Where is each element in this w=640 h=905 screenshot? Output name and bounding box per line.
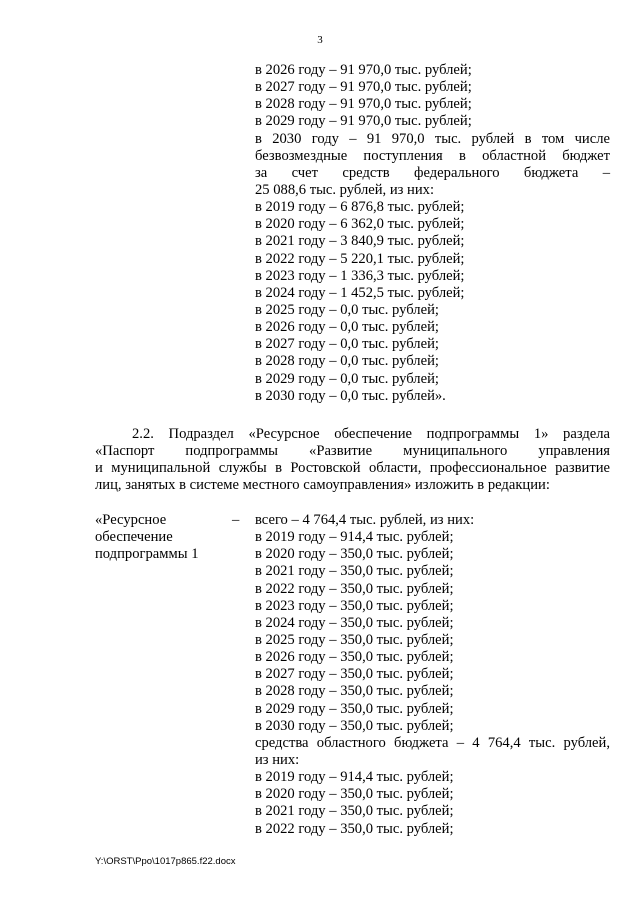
text-line: в 2019 году – 914,4 тыс. рублей; <box>255 529 454 546</box>
paragraph-line: «Паспорт подпрограммы «Развитие муниципального управления <box>95 443 610 460</box>
page-number: 3 <box>317 34 323 46</box>
label-dash: – <box>232 512 240 528</box>
text-line: в 2026 году – 91 970,0 тыс. рублей; <box>255 62 472 78</box>
text-line: в 2023 году – 350,0 тыс. рублей; <box>255 597 454 614</box>
text-line: в 2028 году – 350,0 тыс. рублей; <box>255 683 454 700</box>
text-line: в 2022 году – 5 220,1 тыс. рублей; <box>255 250 465 267</box>
paragraph-line: и муниципальной службы в Ростовской области, профессиональное развитие <box>95 460 610 477</box>
text-line: в 2022 году – 350,0 тыс. рублей; <box>255 580 454 597</box>
text-line: безвозмездные поступления в областной бюджет <box>255 147 610 164</box>
file-path-footer: Y:\ORST\Ppo\1017p865.f22.docx <box>95 856 236 867</box>
text-line: в 2030 году – 350,0 тыс. рублей; <box>255 717 454 734</box>
label-line: подпрограммы 1 <box>95 546 199 563</box>
text-line: в 2029 году – 91 970,0 тыс. рублей; <box>255 113 472 130</box>
text-line: в 2030 году – 0,0 тыс. рублей». <box>255 387 446 404</box>
text-line: в 2029 году – 350,0 тыс. рублей; <box>255 700 454 717</box>
text-line: 25 088,6 тыс. рублей, из них: <box>255 181 435 198</box>
text-line: всего – 4 764,4 тыс. рублей, из них: <box>255 512 475 528</box>
text-line: в 2027 году – 350,0 тыс. рублей; <box>255 666 454 683</box>
label-line: «Ресурсное <box>95 512 167 528</box>
label-line: обеспечение <box>95 529 173 546</box>
funding-list-resource <box>255 512 610 838</box>
resource-label <box>95 512 215 563</box>
text-line: в 2027 году – 91 970,0 тыс. рублей; <box>255 79 472 96</box>
text-line: в 2026 году – 350,0 тыс. рублей; <box>255 649 454 666</box>
paragraph-line: лиц, занятых в системе местного самоуправления» изложить в редакции: <box>95 477 550 494</box>
funding-list-top <box>255 62 610 405</box>
text-line: в 2019 году – 6 876,8 тыс. рублей; <box>255 199 465 216</box>
text-line: в 2021 году – 350,0 тыс. рублей; <box>255 563 454 580</box>
text-line: в 2030 году – 91 970,0 тыс. рублей в том числе <box>255 130 610 147</box>
section-paragraph <box>95 426 610 495</box>
text-line: в 2020 году – 350,0 тыс. рублей; <box>255 786 454 803</box>
text-line: в 2028 году – 0,0 тыс. рублей; <box>255 353 439 370</box>
text-line: в 2025 году – 350,0 тыс. рублей; <box>255 631 454 648</box>
paragraph-line: 2.2. Подраздел «Ресурсное обеспечение подпрограммы 1» раздела <box>132 426 610 442</box>
text-line: в 2024 году – 1 452,5 тыс. рублей; <box>255 284 465 301</box>
text-line: средства областного бюджета – 4 764,4 тыс. рублей, <box>255 734 610 751</box>
text-line: в 2028 году – 91 970,0 тыс. рублей; <box>255 96 472 113</box>
text-line: в 2023 году – 1 336,3 тыс. рублей; <box>255 267 465 284</box>
text-line: за счет средств федерального бюджета – <box>255 164 610 181</box>
text-line: в 2021 году – 3 840,9 тыс. рублей; <box>255 233 465 250</box>
text-line: в 2027 году – 0,0 тыс. рублей; <box>255 336 439 353</box>
text-line: в 2026 году – 0,0 тыс. рублей; <box>255 319 439 336</box>
text-line: в 2019 году – 914,4 тыс. рублей; <box>255 769 454 786</box>
text-line: в 2029 году – 0,0 тыс. рублей; <box>255 370 439 387</box>
text-line: в 2025 году – 0,0 тыс. рублей; <box>255 301 439 318</box>
text-line: в 2020 году – 350,0 тыс. рублей; <box>255 546 454 563</box>
text-line: в 2022 году – 350,0 тыс. рублей; <box>255 820 454 837</box>
text-line: в 2020 году – 6 362,0 тыс. рублей; <box>255 216 465 233</box>
text-line: в 2021 году – 350,0 тыс. рублей; <box>255 803 454 820</box>
text-line: в 2024 году – 350,0 тыс. рублей; <box>255 614 454 631</box>
text-line: из них: <box>255 751 300 768</box>
